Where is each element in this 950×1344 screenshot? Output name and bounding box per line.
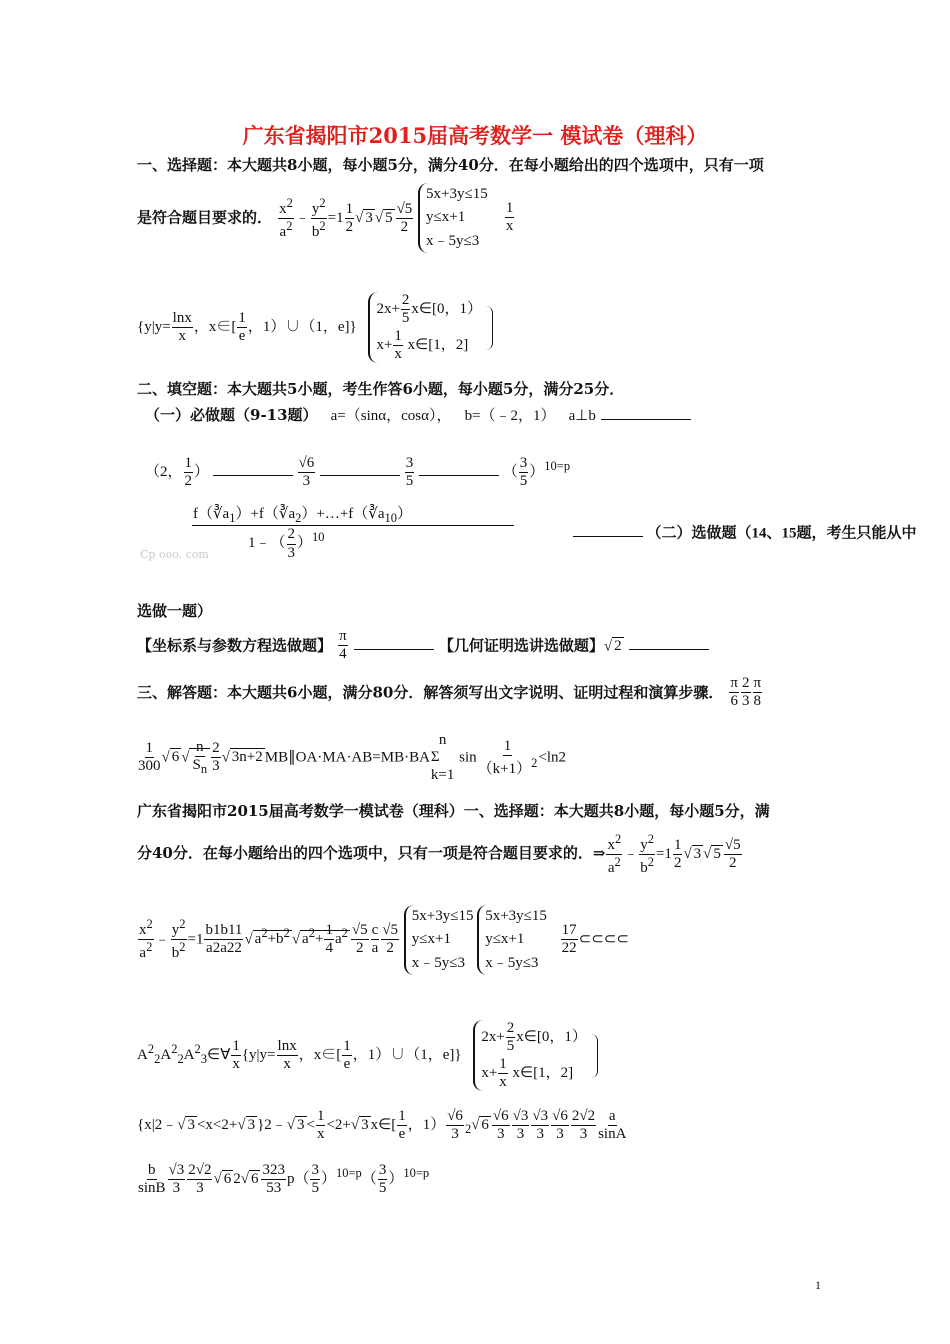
answer-power-2: 10=p xyxy=(403,1166,430,1181)
answer-blank-14 xyxy=(354,649,434,650)
answer-power-1: 10=p xyxy=(335,1166,362,1181)
set-definition: {y|y= $\frac{\ln x}{x}$ ，x∈[ $\frac{1}{e}$ ，1）∪（1，e]} 2x+ $\frac{2}{5}$ x∈[0，1） x+ $\frac{1}{x}$ x∈[1，2] xyxy=(137,292,493,363)
section1-line2 xyxy=(137,183,515,253)
answer-constraint-3a: x﹣5y≤3 xyxy=(411,954,465,971)
constraint-system xyxy=(418,183,488,253)
section3-line: 三、解答题：本大题共6小题，满分80分．解答须写出文字说明、证明过程和演算步骤． $\frac{\pi}{6}$ $\frac{2}{3}$ $\frac{\pi}{8}$ xyxy=(137,675,762,710)
constraint-2: y≤x+1 xyxy=(426,209,466,226)
interval-prefix: {x|2﹣ xyxy=(137,1117,178,1134)
answer-blank-13 xyxy=(573,536,643,537)
answer-constraint-2a: y≤x+1 xyxy=(411,931,451,948)
answer-formulas-3: {x|2﹣√ 3 <x<2+√ 3 }2﹣√ 3 < $\frac{1}{x}$ <2+√ 3 x∈[ $\frac{1}{e}$ ，1） $\frac{√6}{3}$ $_2$√ 6 $\frac{√6}{3}$ $\frac{√3}{3}$ $\frac{√3}{3}$ $\frac{√6}{3}$ $\frac{2√2}{3}$ $\frac{a}{\sin A}$ xyxy=(137,1108,627,1143)
answer-piece-1: x∈[0，1） xyxy=(516,1029,587,1046)
answer-blank-11 xyxy=(320,475,400,476)
optional-problems-label: （二）选做题（14、15题，考生只能从中 xyxy=(646,525,917,542)
vector-line xyxy=(145,404,691,425)
point-coord: （2， xyxy=(145,464,183,481)
power-expression: 10=p xyxy=(544,459,571,474)
fraction-1-over-x: $\frac{1}{x}$ xyxy=(505,200,514,235)
set-mid: ，x∈[ xyxy=(193,318,237,335)
series-fraction: $f(∛a_1)+f(∛a_2)+\dots+f(∛a_{10})$ 1﹣（ $\frac{2}{3}$ ）$^{10}$ （二）选做题（14、15题，考生只能从中 xyxy=(193,506,917,561)
section3-header: 三、解答题：本大题共6小题，满分80分．解答须写出文字说明、证明过程和演算步骤． xyxy=(137,683,724,702)
subset-chain: ⊂⊂⊂⊂ xyxy=(578,931,629,948)
page-title: 广东省揭阳市2015届高考数学一 模试卷（理科） xyxy=(242,123,708,148)
answer-constraint-1b: 5x+3y≤15 xyxy=(485,908,547,924)
required-problems-label: （一）必做题（9-13题） xyxy=(145,406,318,424)
answer-blank-10 xyxy=(213,475,293,476)
answer-set-suffix: ，1）∪（1，e]} xyxy=(352,1046,462,1063)
interval-mid: <x<2+ xyxy=(196,1117,238,1134)
answer-piece-2: x∈[1，2] xyxy=(512,1064,574,1081)
piece-1-domain: x∈[0，1） xyxy=(411,301,482,318)
page-number: 1 xyxy=(815,1278,821,1292)
answer-constraint-2b: y≤x+1 xyxy=(485,931,525,948)
answer-formulas-2: $A^2_2A^2_2A^2_3\in\forall$ $\frac{1}{x}$ {y|y= $\frac{\ln x}{x}$ ，x∈[ $\frac{1}{e}$ ，1）∪（1，e]} 2x+ $\frac{2}{5}$ x∈[0，1） x+ $\frac{1}{x}$ x∈[1，2] xyxy=(137,1020,598,1091)
coord-problem-label: 【坐标系与参数方程选做题】 xyxy=(137,636,333,655)
section1-intro-cont: 是符合题目要求的． xyxy=(137,208,273,227)
optional-problems-cont: 选做一题） xyxy=(137,602,213,620)
answer-blank-15 xyxy=(629,649,709,650)
inequality-ln2: <ln2 xyxy=(538,749,566,766)
vector-a: a=（sinα，cosα）， xyxy=(330,408,452,424)
constraint-3: x﹣5y≤3 xyxy=(426,232,480,249)
answer-constraint-1a: 5x+3y≤15 xyxy=(411,908,474,924)
perpendicular-condition: a⊥b xyxy=(568,408,596,424)
answer-blank-12 xyxy=(419,475,499,476)
answer-formulas-1: $\frac{x^2}{a^2}$ ﹣ $\frac{y^2}{b^2}$ =1 $\frac{b1b11}{a2a22}$ √ $a^2+b^2$ √ $a^2+$ $\frac{1}{4}$ $a^2$ $\frac{√5}{2}$ $\frac{c}{a}$ $\frac{√5}{2}$ 5x+3y≤15 y≤x+1 x﹣5y≤3 5x+3y≤15 y≤x+1 x﹣5y≤3 $\frac{17}{22}$ ⊂⊂⊂⊂ xyxy=(137,905,629,975)
answer-constraint-3b: x﹣5y≤3 xyxy=(485,954,539,971)
constraint-1: 5x+3y≤15 xyxy=(426,186,488,202)
answer-intro-cont: 分40分．在每小题给出的四个选项中，只有一项是符合题目要求的．⇒ xyxy=(137,844,606,863)
section2-header: 二、填空题：本大题共5小题，考生作答6小题，每小题5分，满分25分． xyxy=(137,380,625,398)
section1-intro: 一、选择题：本大题共8小题，每小题5分，满分40分．在每小题给出的四个选项中，只有一项 xyxy=(137,156,764,174)
fill-line-2: （2， $\frac{1}{2}$ ） $\frac{√6}{3}$ $\frac{3}{5}$ （ $\frac{3}{5}$ ）$^{10=p}$ xyxy=(145,455,571,490)
set-prefix: {y|y= xyxy=(137,318,171,335)
answer-line2: 分40分．在每小题给出的四个选项中，只有一项是符合题目要求的．⇒ $\frac{x^2}{a^2}$ ﹣ $\frac{y^2}{b^2}$ =1 $\frac{1}{2}$ √ 3 √ 5 $\frac{√5}{2}$ xyxy=(137,832,741,877)
piece-2-domain: x∈[1，2] xyxy=(407,336,469,353)
section3-formulas: $\frac{1}{300}$ √ 6 √ $\frac{n}{S_n}$ $\frac{2}{3}$ √ 3n+2 MB∥OA·MA·AB=MB·BA n Σ k=1 sin $\frac{1}{(k+1)^2}$ <ln2 xyxy=(138,732,566,783)
optional-problems-line: 【坐标系与参数方程选做题】 $\frac{\pi}{4}$ 【几何证明选讲选做题】√ 2 xyxy=(137,628,709,664)
set-suffix: ，1）∪（1，e]} xyxy=(247,318,357,335)
geometry-problem-label: 【几何证明选讲选做题】 xyxy=(438,636,604,655)
interval-suffix: }2﹣ xyxy=(257,1117,287,1134)
piecewise-function: 2x+ $\frac{2}{5}$ x∈[0，1） x+ $\frac{1}{x}$ x∈[1，2] xyxy=(368,292,482,363)
vector-b: b=（﹣2，1） xyxy=(464,408,556,424)
hyperbola-formula: $\frac{x^2}{a^2}$ ﹣ $\frac{y^2}{b^2}$ =1 $\frac{1}{2}$ √ 3 √ 5 $\frac{√5}{2}$ xyxy=(279,196,413,241)
answer-formulas-4: $\frac{b}{\sin B}$ $\frac{√3}{3}$ $\frac{2√2}{3}$ √ 6 2√ 6 $\frac{323}{53}$ p（ $\frac{3}{5}$ ）$^{10=p}$（ $\frac{3}{5}$ ）$^{10=p}$ xyxy=(138,1162,430,1197)
answer-set-prefix: {y|y= xyxy=(241,1046,276,1063)
answer-blank-9 xyxy=(601,419,691,420)
answer-set-mid: ，x∈[ xyxy=(298,1046,342,1063)
answer-intro: 广东省揭阳市2015届高考数学一模试卷（理科）一、选择题：本大题共8小题，每小题5分，满 xyxy=(137,802,770,820)
watermark: Cp ooo. com xyxy=(140,548,209,561)
